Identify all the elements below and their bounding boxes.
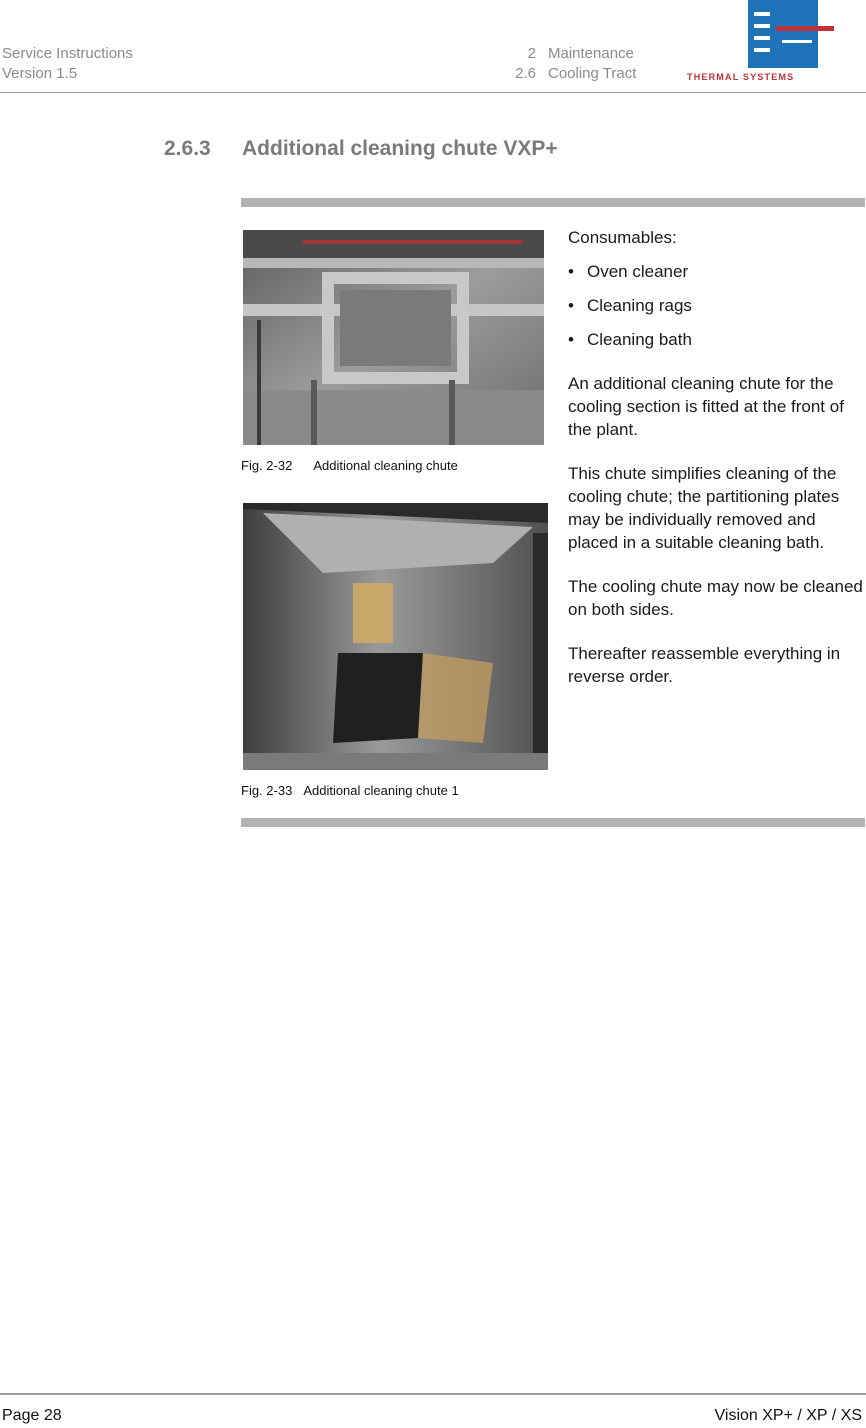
content-top-rule: [241, 198, 865, 207]
paragraph-cleaning: The cooling chute may now be cleaned on both sides.: [568, 577, 863, 619]
figure-2-33-caption: [241, 783, 459, 798]
header-section-number: 2.6: [515, 65, 536, 82]
bullet-icon: •: [568, 296, 574, 315]
figure-2-32-caption: [241, 458, 458, 473]
figure-caption-text: Additional cleaning chute 1: [303, 783, 459, 798]
content-bottom-rule: [241, 818, 865, 827]
paragraph-chute-location: An additional cleaning chute for the cooling section is fitted at the front of the plant.: [568, 374, 844, 439]
document-version: Version 1.5: [2, 65, 78, 82]
header-chapter-number: 2 2.6: [496, 44, 536, 84]
bullet-icon: •: [568, 330, 574, 349]
consumables-list: [568, 260, 864, 351]
paragraph-reassemble: Thereafter reassemble everything in reverse order.: [568, 644, 841, 686]
header-chapter-titles: [548, 44, 636, 84]
section-title: Additional cleaning chute VXP+: [242, 137, 558, 160]
list-item: • Cleaning rags: [568, 296, 692, 315]
header-divider: [0, 92, 866, 93]
logo-text: THERMAL SYSTEMS: [687, 72, 795, 82]
footer-divider: [0, 1393, 866, 1395]
figure-label: Fig. 2-32: [241, 458, 293, 473]
bullet-icon: •: [568, 262, 574, 281]
figure-2-32-photo: [243, 230, 544, 445]
list-item: • Cleaning bath: [568, 330, 692, 349]
section-number: 2.6.3: [164, 137, 211, 160]
product-name: Vision XP+ / XP / XS: [714, 1407, 862, 1424]
list-item: • Oven cleaner: [568, 262, 689, 281]
page-number: Page 28: [2, 1407, 62, 1424]
header-chapter-title: Maintenance: [548, 45, 634, 62]
header-section-title: Cooling Tract: [548, 65, 637, 82]
consumables-heading: Consumables:: [568, 228, 677, 247]
body-text-column: [568, 226, 864, 709]
figure-2-33-photo: [243, 503, 548, 770]
figure-label: Fig. 2-33: [241, 783, 293, 798]
figure-caption-text: Additional cleaning chute: [313, 458, 458, 473]
header-document-info: [2, 44, 133, 84]
document-type: Service Instructions: [2, 45, 133, 62]
paragraph-chute-purpose: This chute simplifies cleaning of the cooling chute; the partitioning plates may be individually removed and placed in a suitable cleaning bath.: [568, 464, 840, 552]
